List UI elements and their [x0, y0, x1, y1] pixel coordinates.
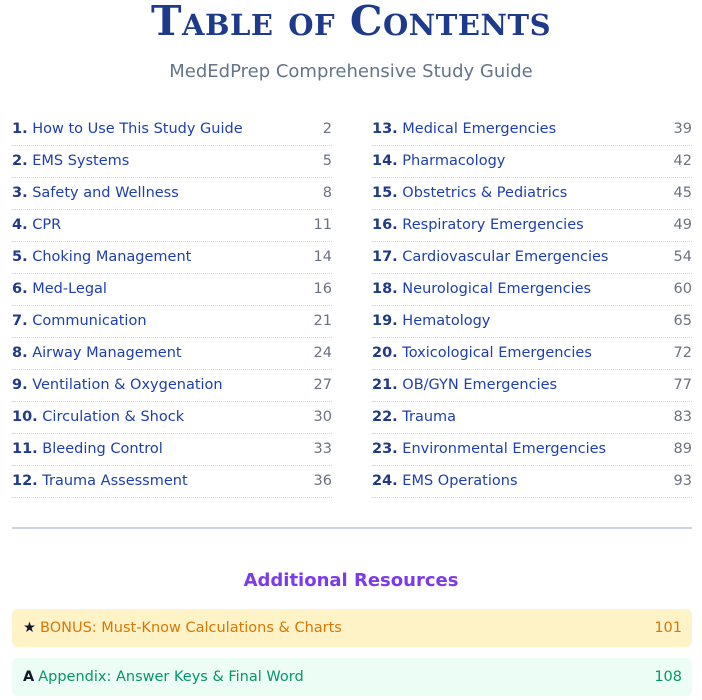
toc-entry-title: [12, 178, 179, 209]
toc-entry[interactable]: [372, 402, 692, 434]
toc-entry-label[interactable]: OB/GYN Emergencies: [402, 377, 558, 393]
toc-entry-title: [372, 338, 592, 369]
toc-entry[interactable]: [372, 146, 692, 178]
toc-entry-label[interactable]: Ventilation & Oxygenation: [32, 377, 223, 393]
toc-entry[interactable]: [12, 114, 332, 146]
toc-entry-title: [372, 210, 584, 241]
toc-entry-title: [12, 466, 188, 497]
toc-column-right: [372, 114, 692, 498]
toc-entry-number: 16.: [372, 217, 398, 233]
bonus-resource-link[interactable]: [12, 609, 692, 647]
toc-entry-label[interactable]: Hematology: [402, 313, 491, 329]
toc-entry-number: 23.: [372, 441, 398, 457]
toc-entry[interactable]: [12, 178, 332, 210]
toc-entry-number: 7.: [12, 313, 28, 329]
toc-entry-title: [12, 338, 182, 369]
toc-entry-title: [12, 402, 184, 433]
toc-entry-page: 49: [673, 217, 692, 233]
appendix-resource-link[interactable]: [12, 658, 692, 696]
toc-entry-page: 72: [673, 345, 692, 361]
toc-entry-label[interactable]: How to Use This Study Guide: [32, 121, 243, 137]
toc-entry-number: 10.: [12, 409, 38, 425]
toc-entry[interactable]: [12, 434, 332, 466]
toc-entry-page: 89: [673, 441, 692, 457]
toc-entry[interactable]: [12, 402, 332, 434]
toc-entry[interactable]: [372, 242, 692, 274]
toc-entry[interactable]: [12, 242, 332, 274]
star-icon: ★: [23, 620, 36, 636]
toc-entry-title: [372, 114, 556, 145]
toc-entry-label[interactable]: Toxicological Emergencies: [402, 345, 592, 361]
toc-entry-number: 13.: [372, 121, 398, 137]
toc-entry-number: 9.: [12, 377, 28, 393]
toc-entry-title: [372, 146, 505, 177]
toc-entry[interactable]: [372, 274, 692, 306]
toc-entry-title: [372, 242, 609, 273]
toc-entry-number: 18.: [372, 281, 398, 297]
toc-entry-number: 2.: [12, 153, 28, 169]
toc-entry-page: 83: [673, 409, 692, 425]
toc-column-left: [12, 114, 332, 498]
toc-entry-number: 8.: [12, 345, 28, 361]
appendix-label: Appendix: Answer Keys & Final Word: [38, 669, 304, 685]
toc-entry-number: 12.: [12, 473, 38, 489]
toc-entry-number: 6.: [12, 281, 28, 297]
toc-entry-page: 60: [673, 281, 692, 297]
toc-entry-page: 36: [313, 473, 332, 489]
toc-entry-title: [372, 370, 557, 401]
toc-entry-page: 93: [673, 473, 692, 489]
appendix-letter-icon: A: [23, 669, 35, 685]
toc-entry-page: 45: [673, 185, 692, 201]
toc-entry[interactable]: [372, 434, 692, 466]
toc-entry-title: [12, 114, 243, 145]
toc-entry[interactable]: [372, 338, 692, 370]
toc-entry-page: 14: [313, 249, 332, 265]
toc-entry[interactable]: [12, 306, 332, 338]
toc-entry-page: 42: [673, 153, 692, 169]
toc-entry-title: [12, 370, 223, 401]
toc-entry-page: 8: [322, 185, 332, 201]
resources-heading: Additional Resources: [243, 570, 459, 591]
toc-entry-number: 3.: [12, 185, 28, 201]
toc-entry[interactable]: [372, 466, 692, 498]
bonus-page-number: 101: [654, 620, 682, 636]
toc-entry-label[interactable]: Trauma: [402, 409, 457, 425]
toc-entry-number: 5.: [12, 249, 28, 265]
toc-entry-page: 21: [313, 313, 332, 329]
toc-entry-number: 24.: [372, 473, 398, 489]
toc-entry-title: [12, 242, 191, 273]
toc-entry-page: 2: [322, 121, 332, 137]
toc-entry-page: 77: [673, 377, 692, 393]
toc-entry-page: 54: [673, 249, 692, 265]
bonus-label: BONUS: Must-Know Calculations & Charts: [40, 620, 342, 636]
toc-entry-title: [372, 274, 591, 305]
toc-entry[interactable]: [372, 370, 692, 402]
page-subtitle: MedEdPrep Comprehensive Study Guide: [169, 61, 533, 82]
toc-entry[interactable]: [372, 306, 692, 338]
toc-entry-title: [372, 402, 456, 433]
page-title: Table of Contents: [150, 0, 552, 45]
toc-entry-label[interactable]: Trauma Assessment: [42, 473, 188, 489]
toc-entry-title: [12, 210, 61, 241]
toc-entry-number: 20.: [372, 345, 398, 361]
toc-entry[interactable]: [12, 274, 332, 306]
toc-entry-title: [372, 466, 518, 497]
toc-entry-title: [12, 306, 147, 337]
toc-entry-label[interactable]: Respiratory Emergencies: [402, 217, 584, 233]
toc-entry-title: [12, 274, 107, 305]
toc-entry-number: 22.: [372, 409, 398, 425]
toc-entry-label[interactable]: Cardiovascular Emergencies: [402, 249, 609, 265]
toc-entry-page: 30: [313, 409, 332, 425]
toc-entry-page: 65: [673, 313, 692, 329]
toc-entry-label[interactable]: Environmental Emergencies: [402, 441, 607, 457]
appendix-page-number: 108: [654, 669, 682, 685]
toc-entry-page: 33: [313, 441, 332, 457]
toc-entry-page: 27: [313, 377, 332, 393]
toc-entry-label[interactable]: EMS Operations: [402, 473, 518, 489]
toc-entry[interactable]: [12, 338, 332, 370]
toc-entry-label[interactable]: Safety and Wellness: [32, 185, 179, 201]
toc-entry[interactable]: [372, 114, 692, 146]
toc-entry-page: 11: [313, 217, 332, 233]
toc-entry-label[interactable]: Airway Management: [32, 345, 182, 361]
toc-entry-label[interactable]: Circulation & Shock: [42, 409, 185, 425]
toc-entry-number: 19.: [372, 313, 398, 329]
toc-entry-label[interactable]: CPR: [32, 217, 62, 233]
toc-entry-label[interactable]: Medical Emergencies: [402, 121, 557, 137]
toc-entry-page: 39: [673, 121, 692, 137]
toc-entry-page: 5: [322, 153, 332, 169]
toc-entry-number: 11.: [12, 441, 38, 457]
toc-entry-title: [12, 146, 129, 177]
toc-entry-number: 21.: [372, 377, 398, 393]
toc-entry[interactable]: [12, 370, 332, 402]
toc-entry[interactable]: [372, 178, 692, 210]
toc-entry[interactable]: [12, 466, 332, 498]
toc-entry-number: 1.: [12, 121, 28, 137]
toc-entry-label[interactable]: Bleeding Control: [42, 441, 163, 457]
toc-entry-title: [372, 178, 567, 209]
toc-entry-title: [12, 434, 163, 465]
toc-entry-label[interactable]: Choking Management: [32, 249, 192, 265]
toc-entry-page: 24: [313, 345, 332, 361]
toc-entry-label[interactable]: EMS Systems: [32, 153, 130, 169]
toc-entry[interactable]: [12, 210, 332, 242]
toc-entry[interactable]: [372, 210, 692, 242]
toc-entry-number: 4.: [12, 217, 28, 233]
toc-entry-label[interactable]: Pharmacology: [402, 153, 506, 169]
toc-entry-title: [372, 434, 606, 465]
toc-entry-label[interactable]: Med-Legal: [32, 281, 107, 297]
toc-entry-page: 16: [313, 281, 332, 297]
toc-entry-label[interactable]: Communication: [32, 313, 147, 329]
toc-entry-label[interactable]: Neurological Emergencies: [402, 281, 592, 297]
section-divider: [12, 527, 692, 529]
toc-entry-title: [372, 306, 490, 337]
toc-entry-label[interactable]: Obstetrics & Pediatrics: [402, 185, 568, 201]
toc-entry-number: 14.: [372, 153, 398, 169]
toc-entry[interactable]: [12, 146, 332, 178]
toc-entry-number: 15.: [372, 185, 398, 201]
toc-entry-number: 17.: [372, 249, 398, 265]
